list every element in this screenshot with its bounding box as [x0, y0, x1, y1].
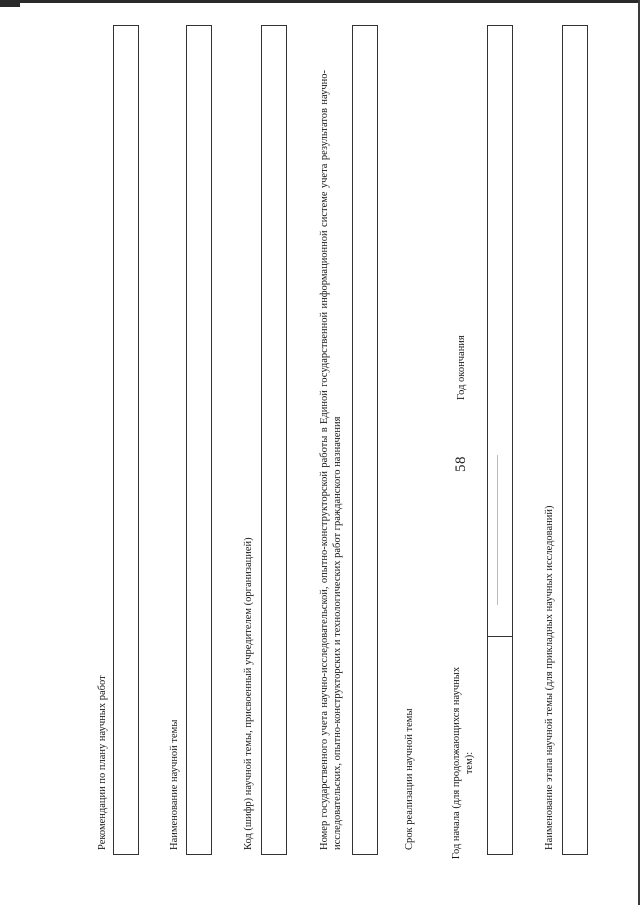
start-year-label: Год начала (для продолжающихся научных тем): [451, 666, 475, 860]
theme-name-field[interactable] [186, 25, 212, 855]
period-label: Срок реализации научной темы [404, 708, 415, 850]
theme-code-label: Код (шифр) научной темы, присвоенный учредителем (организацией) [243, 537, 254, 850]
stage-name-field[interactable] [562, 25, 588, 855]
period-field-row [487, 25, 513, 855]
stage-name-label: Наименование этапа научной темы (для прикладных научных исследований) [544, 505, 555, 850]
page-number: 58 [453, 456, 469, 472]
state-registration-label: Номер государственного учета научно-исследовательской, опытно-конструкторской работы в Единой государственной информационной системе учета результатов научно-исследовательских, опытно-конструкторских и технологических работ гражданского назначения [319, 70, 343, 850]
recommendations-label: Рекомендации по плану научных работ [97, 675, 108, 850]
theme-code-field[interactable] [261, 25, 287, 855]
theme-name-label: Наименование научной темы [169, 719, 180, 850]
period-divider [487, 636, 513, 637]
end-year-label: Год окончания [456, 335, 467, 400]
scan-mark [497, 455, 498, 605]
state-registration-field[interactable] [352, 25, 378, 855]
recommendations-field[interactable] [113, 25, 139, 855]
